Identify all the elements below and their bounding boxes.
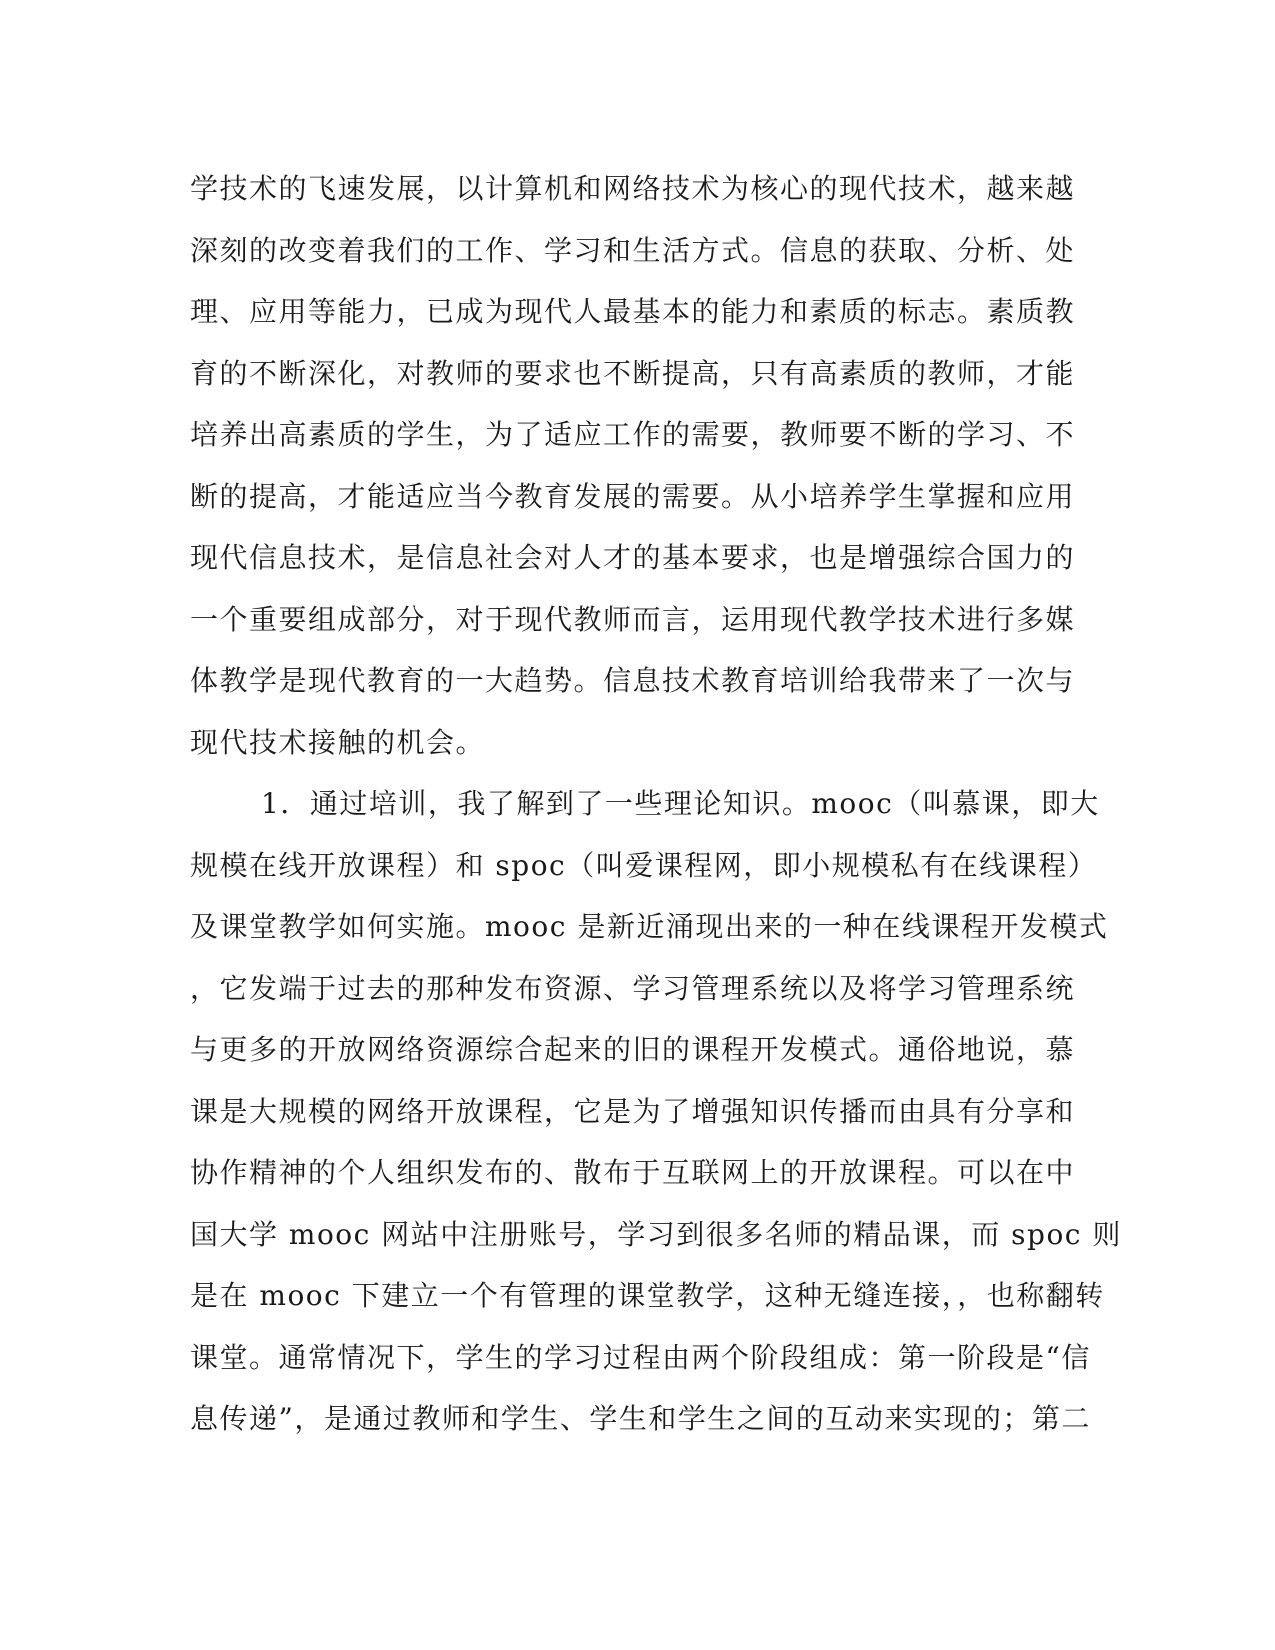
- text-line: 是在 mooc 下建立一个有管理的课堂教学，这种无缝连接，，也称翻转: [190, 1279, 1105, 1312]
- text-line: 课是大规模的网络开放课程，它是为了增强知识传播而由具有分享和: [190, 1094, 1076, 1128]
- body-text: [190, 158, 1122, 1450]
- text-line: 国大学 mooc 网站中注册账号，学习到很多名师的精品课，而 spoc 则: [190, 1217, 1122, 1251]
- text-line: 育的不断深化，对教师的要求也不断提高，只有高素质的教师，才能: [190, 356, 1076, 390]
- text-line: 协作精神的个人组织发布的、散布于互联网上的开放课程。可以在中: [190, 1156, 1076, 1189]
- text-line: 深刻的改变着我们的工作、学习和生活方式。信息的获取、分析、处: [190, 233, 1076, 267]
- text-line: 理、应用等能力，已成为现代人最基本的能力和素质的标志。素质教: [190, 295, 1076, 328]
- text-line: 课堂。通常情况下，学生的学习过程由两个阶段组成：第一阶段是“信: [190, 1340, 1091, 1374]
- text-line: 培养出高素质的学生，为了适应工作的需要，教师要不断的学习、不: [190, 418, 1076, 451]
- text-line: 及课堂教学如何实施。mooc 是新近涌现出来的一种在线课程开发模式: [190, 910, 1109, 943]
- text-line: 断的提高，才能适应当今教育发展的需要。从小培养学生掌握和应用: [190, 479, 1076, 513]
- text-line: 与更多的开放网络资源综合起来的旧的课程开发模式。通俗地说，慕: [190, 1033, 1076, 1066]
- paragraph-start-line: 1．通过培训，我了解到了一些理论知识。mooc（叫慕课，即大: [261, 787, 1100, 820]
- text-line: 现代信息技术，是信息社会对人才的基本要求，也是增强综合国力的: [190, 541, 1076, 574]
- text-line: 体教学是现代教育的一大趋势。信息技术教育培训给我带来了一次与: [190, 664, 1076, 697]
- text-line: 息传递”，是通过教师和学生、学生和学生之间的互动来实现的；第二: [190, 1402, 1091, 1435]
- text-line: 一个重要组成部分，对于现代教师而言，运用现代教学技术进行多媒: [190, 602, 1076, 636]
- text-line: 规模在线开放课程）和 spoc（叫爱课程网，即小规模私有在线课程）: [190, 848, 1098, 882]
- text-line: 现代技术接触的机会。: [190, 725, 486, 759]
- text-line: 学技术的飞速发展，以计算机和网络技术为核心的现代技术，越来越: [190, 172, 1076, 205]
- text-line: ，它发端于过去的那种发布资源、学习管理系统以及将学习管理系统: [190, 971, 1076, 1005]
